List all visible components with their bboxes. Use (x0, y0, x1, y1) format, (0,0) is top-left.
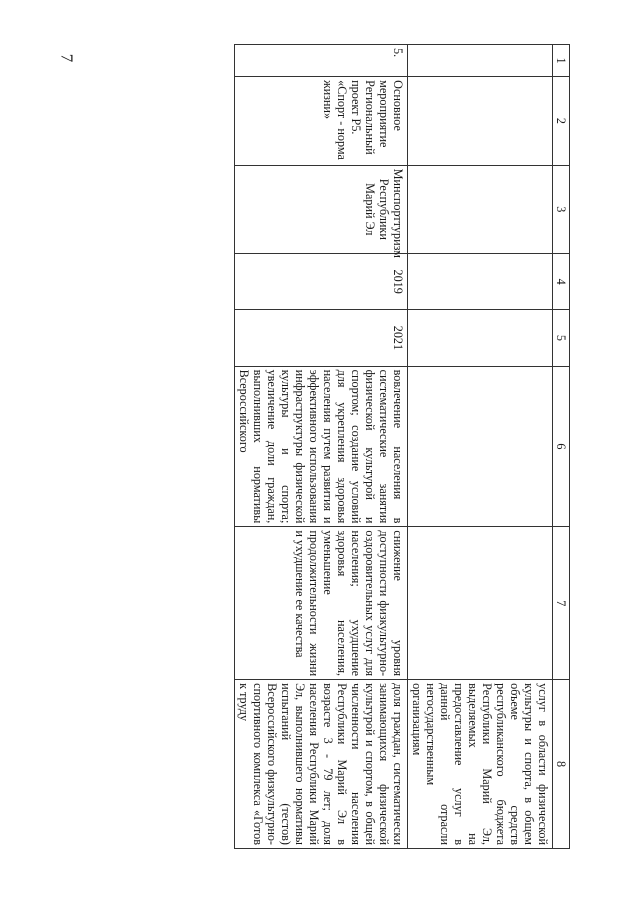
col-num-8: 8 (553, 680, 570, 849)
rotated-table-container (56, 4, 576, 864)
col-num-3: 3 (553, 165, 570, 253)
start-year: 2019 (235, 254, 408, 310)
event-name: Основное мероприятие Региональный проект Р5. «Спорт - норма жизни» (235, 77, 408, 165)
col-num-1: 1 (553, 45, 570, 77)
col-num-5: 5 (553, 310, 570, 366)
end-year: 2021 (235, 310, 408, 366)
page-number: 7 (57, 53, 77, 63)
table-row (235, 45, 408, 849)
executor: Минспорттуризм Республики Марий Эл (235, 165, 408, 253)
column-number-row (553, 45, 570, 849)
row-number: 5. (235, 45, 408, 77)
prev-row-indicator-tail: услуг в области физической культуры и спорта, в общем объеме средств республиканского бюджета Республики Марий Эл, выделяемых на предоставление услуг в данной отрасли негосударственным организациям (408, 680, 553, 849)
prev-row-continuation (408, 45, 553, 849)
col-num-6: 6 (553, 366, 570, 527)
indicators: доля граждан, систематически занимающихся физической культурой и спортом, в общей численности населения Республики Марий Эл в возрасте 3 - 79 лет; доля населения Республики Марий Эл, выполнившего нормативы испытаний (тестов) Всероссийского физкультурно-спортивного комплекса «Готов к труду (235, 680, 408, 849)
consequences: снижение уровня доступности физкультурно-оздоровительных услуг для населения; ухудшение здоровья населения, уменьшение продолжительности жизни и ухудшение ее качества (235, 527, 408, 680)
col-num-7: 7 (553, 527, 570, 680)
program-table (234, 44, 570, 849)
col-num-4: 4 (553, 254, 570, 310)
expected-result: вовлечение населения в систематические занятия физической культурой и спортом; создание условий для укрепления здоровья населения путем развития и эффективного использования инфраструктуры физической культуры и спорта; увеличение доли граждан, выполнивших нормативы Всероссийского (235, 366, 408, 527)
col-num-2: 2 (553, 77, 570, 165)
